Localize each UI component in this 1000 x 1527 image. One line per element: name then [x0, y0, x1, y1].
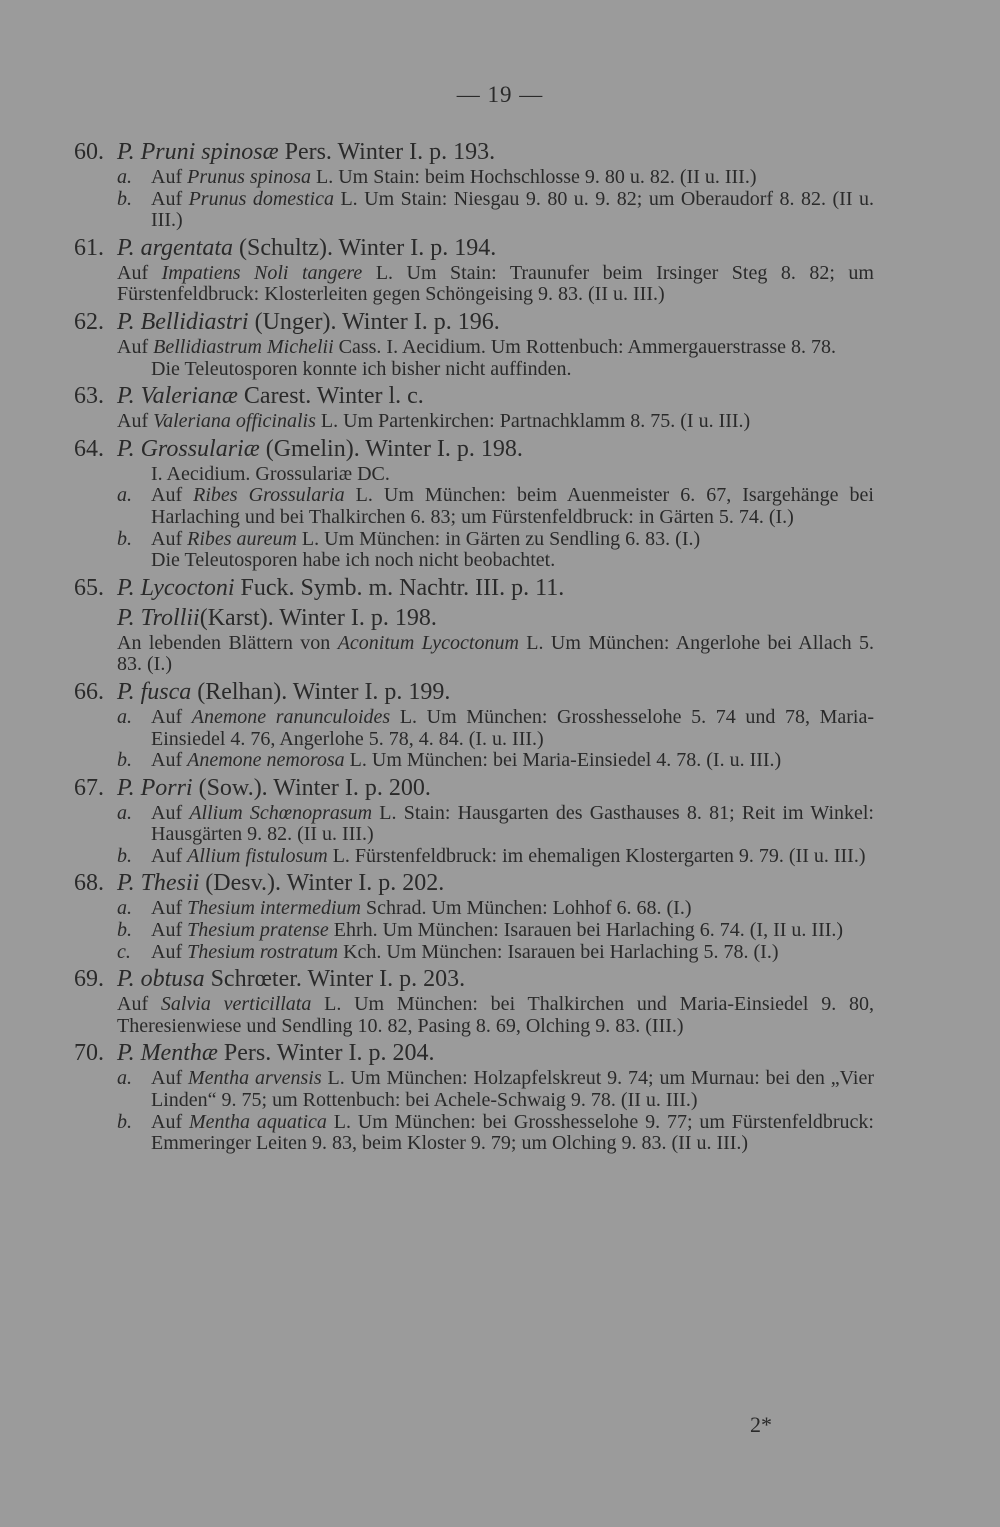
- entry-body: [117, 1068, 874, 1154]
- text-prefix: Auf: [151, 705, 192, 728]
- entry-title: [117, 964, 465, 994]
- host-plant-name: Anemone ranunculoides: [191, 705, 391, 728]
- locality-text: L. Um München: bei Thalkirchen und Maria-Einsiedel 9. 80, Theresienwiese und Sendling 10. 82, Pasing 8. 69, Olching 9. 83. (III.): [117, 993, 874, 1037]
- host-record: [117, 994, 874, 1037]
- item-letter: a.: [117, 801, 132, 824]
- item-letter: a.: [117, 1067, 132, 1090]
- item-letter: a.: [117, 897, 132, 920]
- text-prefix: Auf: [151, 527, 188, 550]
- host-record-item: [117, 898, 874, 920]
- host-plant-name: Thesium pratense: [187, 919, 329, 942]
- text-prefix: Auf: [151, 1067, 188, 1090]
- host-record-item: [117, 167, 874, 189]
- host-plant-name: Aconitum Lycoctonum: [337, 631, 519, 654]
- authority-reference: (Unger). Winter I. p. 196.: [248, 308, 500, 335]
- locality-text: L. Um München: in Gärten zu Sendling 6. 83. (I.): [296, 527, 701, 550]
- species-name: P. Porri: [117, 774, 193, 801]
- species-entry: [74, 573, 874, 676]
- host-plant-name: Ribes aureum: [187, 527, 297, 550]
- entry-body: [117, 633, 874, 676]
- locality-text: Schrad. Um München: Lohhof 6. 68. (I.): [361, 897, 692, 920]
- synonym-heading: [117, 603, 874, 633]
- text-prefix: Auf: [151, 484, 194, 507]
- entry-note: Die Teleutosporen konnte ich bisher nicht auffinden.: [151, 357, 572, 380]
- host-plant-name: Impatiens Noli tangere: [161, 261, 363, 284]
- entry-title: [117, 434, 523, 464]
- species-entry: [74, 233, 874, 306]
- host-plant-name: Mentha aquatica: [188, 1110, 327, 1133]
- species-entry: [74, 434, 874, 572]
- item-letter: a.: [117, 484, 132, 507]
- species-name: P. Menthæ: [117, 1040, 218, 1067]
- species-name: P. fusca: [117, 678, 192, 705]
- entry-title: [117, 573, 564, 603]
- species-name: P. Pruni spinosæ: [117, 139, 279, 165]
- entry-heading: [74, 773, 874, 803]
- host-plant-name: Bellidiastrum Michelii: [153, 335, 334, 358]
- entry-intro: I. Aecidium. Grossulariæ DC.: [151, 462, 390, 485]
- text-prefix: Auf: [151, 187, 189, 210]
- authority-reference: (Gmelin). Winter I. p. 198.: [259, 435, 523, 462]
- text-prefix: Auf: [117, 410, 154, 433]
- authority-reference: Carest. Winter l. c.: [237, 383, 424, 410]
- entry-title: [117, 773, 431, 803]
- host-record-item: [117, 942, 874, 964]
- host-record-item: [117, 920, 874, 942]
- text-prefix: Auf: [151, 801, 190, 824]
- entry-body: [117, 707, 874, 772]
- species-name: P. Valerianæ: [117, 383, 238, 410]
- host-plant-name: Thesium rostratum: [187, 940, 339, 963]
- text-prefix: Auf: [117, 335, 154, 358]
- host-plant-name: Valeriana officinalis: [153, 410, 316, 433]
- locality-text: Cass. I. Aecidium. Um Rottenbuch: Ammergauerstrasse 8. 78.: [333, 335, 836, 358]
- species-name: P. obtusa: [117, 966, 205, 993]
- species-name: P. Grossulariæ: [117, 435, 260, 462]
- text-prefix: Auf: [151, 749, 188, 772]
- entry-title: [117, 307, 500, 337]
- host-record-item: [117, 189, 874, 232]
- host-record-item: [117, 529, 874, 551]
- host-record-item: [117, 707, 874, 750]
- host-record: [117, 633, 874, 676]
- item-letter: b.: [117, 187, 132, 210]
- item-letter: b.: [117, 919, 132, 942]
- host-record: [117, 337, 874, 359]
- text-prefix: Auf: [117, 993, 161, 1016]
- entry-heading: [74, 677, 874, 707]
- host-record-item: [117, 846, 874, 868]
- host-plant-name: Allium fistulosum: [187, 844, 328, 867]
- species-entry: [74, 677, 874, 772]
- authority-reference: (Desv.). Winter I. p. 202.: [199, 870, 445, 897]
- species-entry: [74, 307, 874, 380]
- host-plant-name: Ribes Grossularia: [193, 484, 345, 507]
- text-prefix: Auf: [151, 897, 188, 920]
- item-letter: b.: [117, 527, 132, 550]
- host-record-item: [117, 485, 874, 528]
- entry-number: 70.: [74, 1040, 104, 1067]
- text-prefix: An lebenden Blättern von: [117, 631, 338, 654]
- entry-body: [117, 803, 874, 868]
- text-prefix: Auf: [151, 919, 188, 942]
- host-record-item: [117, 803, 874, 846]
- locality-text: L. Um München: Holzapfelskreut 9. 74; um Murnau: bei den „Vier Linden“ 9. 75; um Rottenbuch: bei Achele-Schwaig 9. 78. (II u. III.): [151, 1067, 874, 1112]
- entry-body: [117, 263, 874, 306]
- authority-reference: Pers. Winter I. p. 193.: [278, 139, 496, 165]
- host-plant-name: Salvia verticillata: [160, 993, 312, 1016]
- locality-text: L. Um München: bei Grosshesselohe 9. 77; um Fürstenfeldbruck: Emmeringer Leiten 9. 83, beim Kloster 9. 79; um Olching 9. 83. (II u. III.): [151, 1110, 874, 1155]
- host-plant-name: Prunus spinosa: [187, 166, 312, 188]
- species-entry: [74, 868, 874, 963]
- species-entry: [74, 773, 874, 868]
- signature-mark: 2*: [750, 1412, 772, 1437]
- synonym-reference: (Karst). Winter I. p. 198.: [199, 604, 437, 631]
- entry-heading: [74, 964, 874, 994]
- species-name: P. Thesii: [117, 870, 200, 897]
- entry-body: [117, 337, 874, 380]
- text-prefix: Auf: [151, 940, 188, 963]
- entry-heading: [74, 434, 874, 464]
- text-prefix: Auf: [117, 261, 162, 284]
- locality-text: L. Um Stain: Niesgau 9. 80 u. 9. 82; um Oberaudorf 8. 82. (II u. III.): [151, 187, 874, 232]
- entry-body: [117, 994, 874, 1037]
- host-plant-name: Anemone nemorosa: [187, 749, 345, 772]
- entry-body: [117, 898, 874, 963]
- item-letter: b.: [117, 749, 132, 772]
- entry-list: [74, 136, 874, 1155]
- species-entry: [74, 964, 874, 1037]
- entry-title: [117, 1038, 434, 1068]
- locality-text: Ehrh. Um München: Isarauen bei Harlaching 6. 74. (I, II u. III.): [328, 919, 844, 942]
- locality-text: L. Fürstenfeldbruck: im ehemaligen Klostergarten 9. 79. (II u. III.): [327, 844, 866, 867]
- entry-number: 67.: [74, 774, 104, 801]
- species-name: P. Lycoctoni: [117, 574, 235, 601]
- host-plant-name: Mentha arvensis: [188, 1067, 322, 1090]
- entry-title: [117, 233, 496, 263]
- item-letter: b.: [117, 1110, 132, 1133]
- locality-text: L. Um Stain: Traunufer beim Irsinger Steg 8. 82; um Fürstenfeldbruck: Klosterleiten gegen Schöngeising 9. 83. (II u. III.): [117, 261, 874, 306]
- species-name: P. argentata: [117, 234, 234, 261]
- authority-reference: Pers. Winter I. p. 204.: [217, 1040, 435, 1067]
- entry-note: Die Teleutosporen habe ich noch nicht beobachtet.: [151, 549, 556, 572]
- entry-number: 66.: [74, 678, 104, 705]
- host-record-item: [117, 1068, 874, 1111]
- host-record-item: [117, 750, 874, 772]
- text-prefix: Auf: [151, 166, 188, 188]
- text-prefix: Auf: [151, 844, 188, 867]
- host-plant-name: Prunus domestica: [188, 187, 334, 210]
- item-letter: b.: [117, 844, 132, 867]
- locality-text: L. Um München: bei Maria-Einsiedel 4. 78. (I. u. III.): [344, 749, 782, 772]
- host-plant-name: Thesium intermedium: [187, 897, 361, 920]
- locality-text: L. Um München: Angerlohe bei Allach 5. 83. (I.): [117, 631, 875, 676]
- entry-title: [117, 381, 424, 411]
- entry-body: [117, 167, 874, 232]
- locality-text: L. Um Partenkirchen: Partnachklamm 8. 75. (I u. III.): [315, 410, 751, 433]
- entry-number: 65.: [74, 574, 104, 601]
- authority-reference: Fuck. Symb. m. Nachtr. III. p. 11.: [234, 574, 565, 601]
- locality-text: L. Um Stain: beim Hochschlosse 9. 80 u. 82. (II u. III.): [311, 166, 757, 188]
- entry-number: 68.: [74, 870, 104, 897]
- entry-title: [117, 137, 495, 167]
- locality-text: L. Um München: beim Auenmeister 6. 67, Isargehänge bei Harlaching und bei Thalkirchen 6. 83; um Fürstenfeldbruck: in Gärten 5. 74. (I.): [151, 484, 874, 528]
- page-number: — 19 —: [456, 82, 544, 107]
- host-record: [117, 411, 874, 433]
- entry-heading: [74, 1038, 874, 1068]
- entry-body: [117, 464, 874, 572]
- entry-heading: [74, 573, 874, 603]
- entry-heading: [74, 233, 874, 263]
- host-record-item: [117, 1112, 874, 1155]
- host-plant-name: Allium Schœnoprasum: [189, 801, 373, 824]
- authority-reference: Schrœter. Winter I. p. 203.: [204, 966, 466, 993]
- locality-text: L. Stain: Hausgarten des Gasthauses 8. 81; Reit im Winkel: Hausgärten 9. 82. (II u. III.): [151, 801, 874, 846]
- entry-number: 60.: [74, 139, 104, 165]
- entry-number: 69.: [74, 966, 104, 993]
- authority-reference: (Sow.). Winter I. p. 200.: [192, 774, 431, 801]
- entry-title: [117, 868, 444, 898]
- entry-number: 61.: [74, 234, 104, 261]
- entry-heading: [74, 381, 874, 411]
- entry-title: [117, 677, 450, 707]
- item-letter: a.: [117, 166, 132, 188]
- item-letter: a.: [117, 705, 132, 728]
- entry-heading: [74, 868, 874, 898]
- authority-reference: (Schultz). Winter I. p. 194.: [233, 234, 497, 261]
- species-entry: [74, 381, 874, 433]
- species-name: P. Bellidiastri: [117, 308, 249, 335]
- entry-heading: [74, 307, 874, 337]
- entry-number: 64.: [74, 435, 104, 462]
- entry-body: [117, 411, 874, 433]
- authority-reference: (Relhan). Winter I. p. 199.: [191, 678, 451, 705]
- entry-heading: [74, 137, 874, 167]
- synonym-name: P. Trollii: [117, 604, 200, 631]
- locality-text: Kch. Um München: Isarauen bei Harlaching 5. 78. (I.): [338, 940, 779, 963]
- text-prefix: Auf: [151, 1110, 189, 1133]
- species-entry: [74, 137, 874, 232]
- entry-number: 63.: [74, 383, 104, 410]
- entry-number: 62.: [74, 308, 104, 335]
- host-record: [117, 263, 874, 306]
- locality-text: L. Um München: Grosshesselohe 5. 74 und 78, Maria-Einsiedel 4. 76, Angerlohe 5. 78, 4. 84. (I. u. III.): [151, 705, 874, 750]
- item-letter: c.: [117, 940, 131, 963]
- species-entry: [74, 1038, 874, 1154]
